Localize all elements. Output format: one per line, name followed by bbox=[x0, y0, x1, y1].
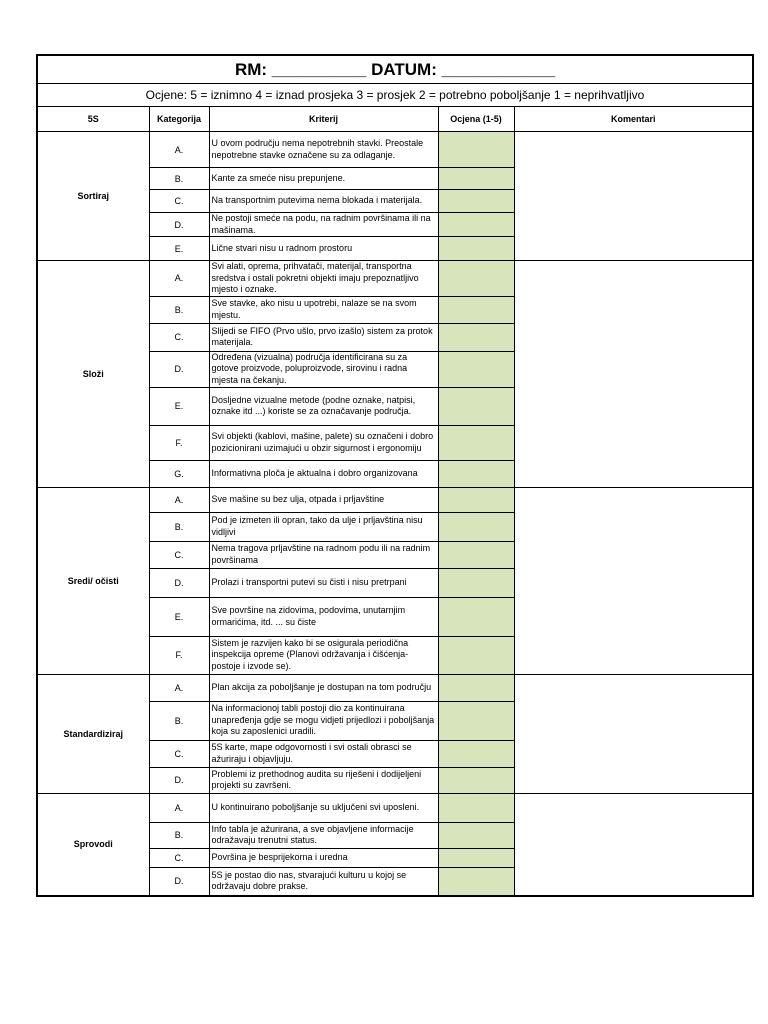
form-title: RM: __________ DATUM: ____________ bbox=[37, 55, 753, 84]
grade-cell[interactable] bbox=[438, 636, 514, 674]
criterion-cell: Određena (vizualna) područja identificirana su za gotove proizvode, poluproizvode, sirovinu i radna mjesta na čekanju. bbox=[209, 351, 438, 387]
grade-input[interactable] bbox=[439, 196, 518, 209]
grade-input[interactable] bbox=[439, 495, 518, 508]
section-label: Složi bbox=[37, 261, 149, 488]
category-cell: B. bbox=[149, 822, 209, 848]
grade-input[interactable] bbox=[439, 244, 518, 257]
comment-cell[interactable] bbox=[514, 487, 753, 674]
grade-input[interactable] bbox=[439, 145, 518, 158]
grade-cell[interactable] bbox=[438, 674, 514, 701]
col-header-komentari: Komentari bbox=[514, 107, 753, 132]
grade-input[interactable] bbox=[439, 438, 518, 451]
category-cell: C. bbox=[149, 740, 209, 767]
category-cell: C. bbox=[149, 541, 209, 568]
grade-input[interactable] bbox=[439, 830, 518, 843]
grade-input[interactable] bbox=[439, 522, 518, 535]
grade-cell[interactable] bbox=[438, 261, 514, 297]
grade-cell[interactable] bbox=[438, 597, 514, 636]
grade-cell[interactable] bbox=[438, 848, 514, 867]
criterion-cell: Info tabla je ažurirana, a sve objavljene informacije odražavaju trenutni status. bbox=[209, 822, 438, 848]
grade-cell[interactable] bbox=[438, 351, 514, 387]
col-header-5s: 5S bbox=[37, 107, 149, 132]
criterion-cell: U ovom području nema nepotrebnih stavki. Preostale nepotrebne stavke označene su za odlaganje. bbox=[209, 132, 438, 168]
comment-cell[interactable] bbox=[514, 261, 753, 488]
criterion-cell: Na informacionoj tabli postoji dio za kontinuirana unapređenja gdje se mogu vidjeti prijedlozi i poboljšanja koja su zaposlenici uradili. bbox=[209, 701, 438, 740]
grade-cell[interactable] bbox=[438, 701, 514, 740]
criterion-cell: Sve stavke, ako nisu u upotrebi, nalaze se na svom mjestu. bbox=[209, 296, 438, 323]
col-header-kategorija: Kategorija bbox=[149, 107, 209, 132]
table-row bbox=[37, 261, 753, 297]
category-cell: E. bbox=[149, 237, 209, 261]
category-cell: B. bbox=[149, 512, 209, 541]
criterion-cell: Informativna ploča je aktualna i dobro organizovana bbox=[209, 460, 438, 487]
grade-cell[interactable] bbox=[438, 487, 514, 512]
grade-input[interactable] bbox=[439, 174, 518, 187]
grade-cell[interactable] bbox=[438, 822, 514, 848]
comment-cell[interactable] bbox=[514, 793, 753, 896]
category-cell: D. bbox=[149, 351, 209, 387]
grade-cell[interactable] bbox=[438, 512, 514, 541]
criterion-cell: Sve površine na zidovima, podovima, unutarnjim ormarićima, itd. ... su čiste bbox=[209, 597, 438, 636]
section-label: Sredi/ očisti bbox=[37, 487, 149, 674]
category-cell: A. bbox=[149, 793, 209, 822]
audit-sheet bbox=[36, 54, 754, 897]
grade-input[interactable] bbox=[439, 716, 518, 729]
grade-cell[interactable] bbox=[438, 323, 514, 351]
grade-cell[interactable] bbox=[438, 425, 514, 460]
grade-input[interactable] bbox=[439, 853, 518, 866]
criterion-cell: Nema tragova prljavštine na radnom podu ili na radnim površinama bbox=[209, 541, 438, 568]
category-cell: G. bbox=[149, 460, 209, 487]
category-cell: D. bbox=[149, 568, 209, 597]
grade-cell[interactable] bbox=[438, 740, 514, 767]
grade-input[interactable] bbox=[439, 332, 518, 345]
grade-cell[interactable] bbox=[438, 296, 514, 323]
grade-cell[interactable] bbox=[438, 168, 514, 190]
grade-input[interactable] bbox=[439, 469, 518, 482]
criterion-cell: Pod je izmeten ili opran, tako da ulje i prljavština nisu vidljivi bbox=[209, 512, 438, 541]
category-cell: E. bbox=[149, 387, 209, 425]
category-cell: C. bbox=[149, 323, 209, 351]
comment-cell[interactable] bbox=[514, 674, 753, 793]
category-cell: D. bbox=[149, 767, 209, 793]
table-row bbox=[37, 487, 753, 512]
grade-input[interactable] bbox=[439, 550, 518, 563]
grade-cell[interactable] bbox=[438, 132, 514, 168]
grade-input[interactable] bbox=[439, 273, 518, 286]
category-cell: A. bbox=[149, 132, 209, 168]
grade-input[interactable] bbox=[439, 578, 518, 591]
grade-cell[interactable] bbox=[438, 460, 514, 487]
grade-input[interactable] bbox=[439, 876, 518, 889]
category-cell: B. bbox=[149, 296, 209, 323]
criterion-cell: Površina je besprijekorna i uredna bbox=[209, 848, 438, 867]
table-row bbox=[37, 132, 753, 168]
criterion-cell: U kontinuirano poboljšanje su uključeni svi uposleni. bbox=[209, 793, 438, 822]
criterion-cell: 5S karte, mape odgovornosti i svi ostali obrasci se ažuriraju i objavljuju. bbox=[209, 740, 438, 767]
grade-cell[interactable] bbox=[438, 568, 514, 597]
criterion-cell: Problemi iz prethodnog audita su riješeni i dodijeljeni projekti su završeni. bbox=[209, 767, 438, 793]
comment-cell[interactable] bbox=[514, 132, 753, 261]
criterion-cell: Kante za smeće nisu prepunjene. bbox=[209, 168, 438, 190]
category-cell: A. bbox=[149, 261, 209, 297]
grade-cell[interactable] bbox=[438, 767, 514, 793]
criterion-cell: Lične stvari nisu u radnom prostoru bbox=[209, 237, 438, 261]
grade-cell[interactable] bbox=[438, 793, 514, 822]
rating-scale: Ocjene: 5 = iznimno 4 = iznad prosjeka 3 = prosjek 2 = potrebno poboljšanje 1 = neprihvatljivo bbox=[37, 84, 753, 107]
category-cell: D. bbox=[149, 867, 209, 896]
grade-input[interactable] bbox=[439, 650, 518, 663]
criterion-cell: Dosljedne vizualne metode (podne oznake, natpisi, oznake itd ...) koriste se za označavanje područja. bbox=[209, 387, 438, 425]
section-label: Sprovodi bbox=[37, 793, 149, 896]
category-cell: B. bbox=[149, 168, 209, 190]
criterion-cell: Prolazi i transportni putevi su čisti i nisu pretrpani bbox=[209, 568, 438, 597]
grade-cell[interactable] bbox=[438, 541, 514, 568]
criterion-cell: Sve mašine su bez ulja, otpada i prljavštine bbox=[209, 487, 438, 512]
category-cell: A. bbox=[149, 674, 209, 701]
criterion-cell: Svi alati, oprema, prihvatači, materijal, transportna sredstva i ostali pokretni objekti imaju prepoznatljivo mjesto i oznake. bbox=[209, 261, 438, 297]
grade-input[interactable] bbox=[439, 401, 518, 414]
category-cell: F. bbox=[149, 636, 209, 674]
section-label: Sortiraj bbox=[37, 132, 149, 261]
grade-input[interactable] bbox=[439, 803, 518, 816]
category-cell: F. bbox=[149, 425, 209, 460]
grade-input[interactable] bbox=[439, 683, 518, 696]
category-cell: D. bbox=[149, 213, 209, 237]
category-cell: C. bbox=[149, 190, 209, 213]
category-cell: B. bbox=[149, 701, 209, 740]
grade-input[interactable] bbox=[439, 775, 518, 788]
section-label: Standardiziraj bbox=[37, 674, 149, 793]
criterion-cell: Svi objekti (kablovi, mašine, palete) su označeni i dobro pozicionirani uzimajući u obzir sigurnost i ergonomiju bbox=[209, 425, 438, 460]
criterion-cell: Ne postoji smeće na podu, na radnim površinama ili na mašinama. bbox=[209, 213, 438, 237]
table-row bbox=[37, 674, 753, 701]
criterion-cell: Slijedi se FIFO (Prvo ušlo, prvo izašlo) sistem za protok materijala. bbox=[209, 323, 438, 351]
criterion-cell: 5S je postao dio nas, stvarajući kulturu u kojoj se održavaju dobre prakse. bbox=[209, 867, 438, 896]
grade-input[interactable] bbox=[439, 364, 518, 377]
col-header-kriterij: Kriterij bbox=[209, 107, 438, 132]
grade-cell[interactable] bbox=[438, 387, 514, 425]
grade-input[interactable] bbox=[439, 749, 518, 762]
category-cell: C. bbox=[149, 848, 209, 867]
col-header-ocjena: Ocjena (1-5) bbox=[438, 107, 514, 132]
category-cell: A. bbox=[149, 487, 209, 512]
grade-input[interactable] bbox=[439, 305, 518, 318]
criterion-cell: Sistem je razvijen kako bi se osigurala periodična inspekcija opreme (Planovi održavanja i čišćenja-postoje i izvode se). bbox=[209, 636, 438, 674]
grade-cell[interactable] bbox=[438, 213, 514, 237]
criterion-cell: Na transportnim putevima nema blokada i materijala. bbox=[209, 190, 438, 213]
grade-cell[interactable] bbox=[438, 867, 514, 896]
grade-input[interactable] bbox=[439, 612, 518, 625]
grade-cell[interactable] bbox=[438, 237, 514, 261]
grade-cell[interactable] bbox=[438, 190, 514, 213]
grade-input[interactable] bbox=[439, 220, 518, 233]
criterion-cell: Plan akcija za poboljšanje je dostupan na tom području bbox=[209, 674, 438, 701]
category-cell: E. bbox=[149, 597, 209, 636]
table-row bbox=[37, 793, 753, 822]
